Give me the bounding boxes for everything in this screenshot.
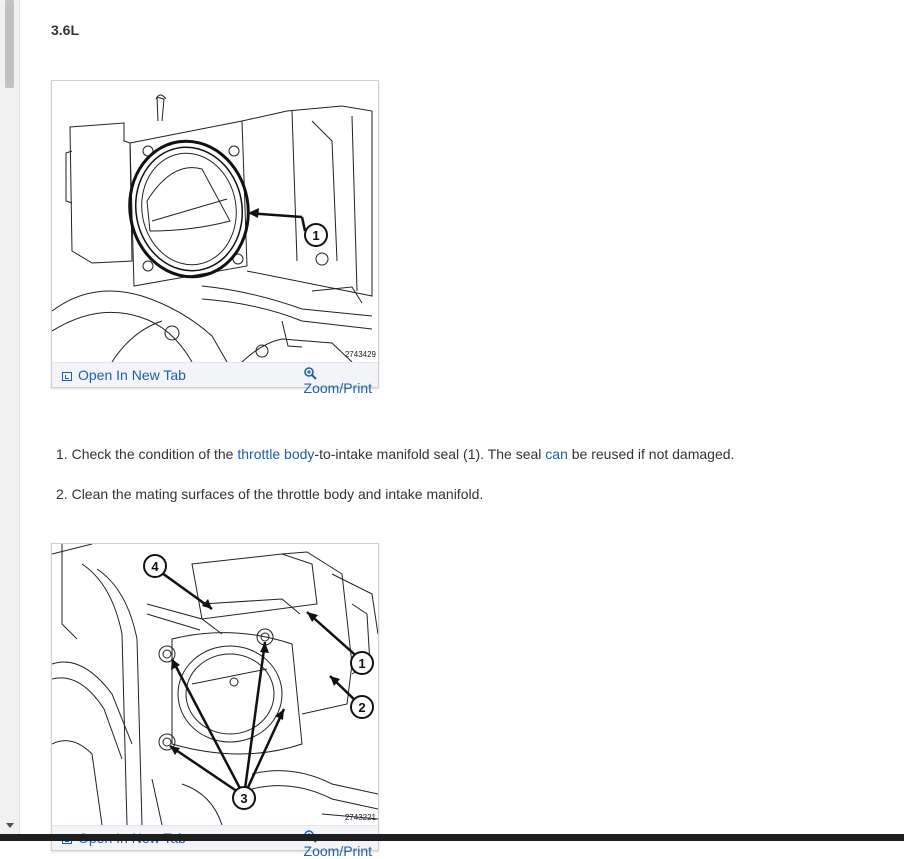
figure-throttle-body-mounting [51, 543, 379, 859]
step-1-number: 1. [56, 446, 68, 462]
open-in-new-tab-link[interactable] [62, 367, 186, 383]
scroll-down-arrow-icon[interactable] [6, 823, 14, 828]
scrollbar-thumb[interactable] [5, 0, 14, 88]
step-1 [56, 446, 734, 462]
throttle-body-mounting-illustration [52, 544, 378, 825]
section-heading: 3.6L [51, 22, 80, 38]
callout-1: 1 [312, 228, 320, 243]
zoom-print-label: Zoom/Print [303, 380, 372, 396]
step-1-text-c: be reused if not damaged. [567, 446, 735, 462]
step-2 [56, 486, 483, 502]
can-link[interactable]: can [545, 446, 568, 462]
bottom-edge-bar [0, 834, 904, 841]
callout-3: 3 [240, 791, 248, 806]
magnifier-icon [304, 367, 317, 380]
zoom-print-link[interactable] [304, 367, 372, 396]
open-tab-icon [62, 372, 72, 381]
callout-2: 2 [358, 700, 366, 715]
step-1-text-b: -to-intake manifold seal (1). The seal [314, 446, 546, 462]
callout-1: 1 [358, 656, 366, 671]
throttle-body-seal-illustration [52, 81, 378, 362]
figure-throttle-body-seal [51, 80, 379, 396]
zoom-print-label: Zoom/Print [303, 843, 372, 859]
image-number: 2743429 [344, 350, 376, 359]
step-1-text-a: Check the condition of the [71, 446, 238, 462]
callout-4: 4 [151, 559, 159, 574]
figure-caption-bar [52, 362, 378, 396]
step-2-text: Clean the mating surfaces of the throttle body and intake manifold. [71, 486, 484, 502]
image-number: 2743221 [344, 813, 376, 822]
step-2-number: 2. [56, 486, 68, 502]
open-in-new-tab-label: Open In New Tab [78, 367, 186, 383]
throttle-body-link[interactable]: throttle body [237, 446, 315, 462]
vertical-scrollbar[interactable] [0, 0, 20, 834]
